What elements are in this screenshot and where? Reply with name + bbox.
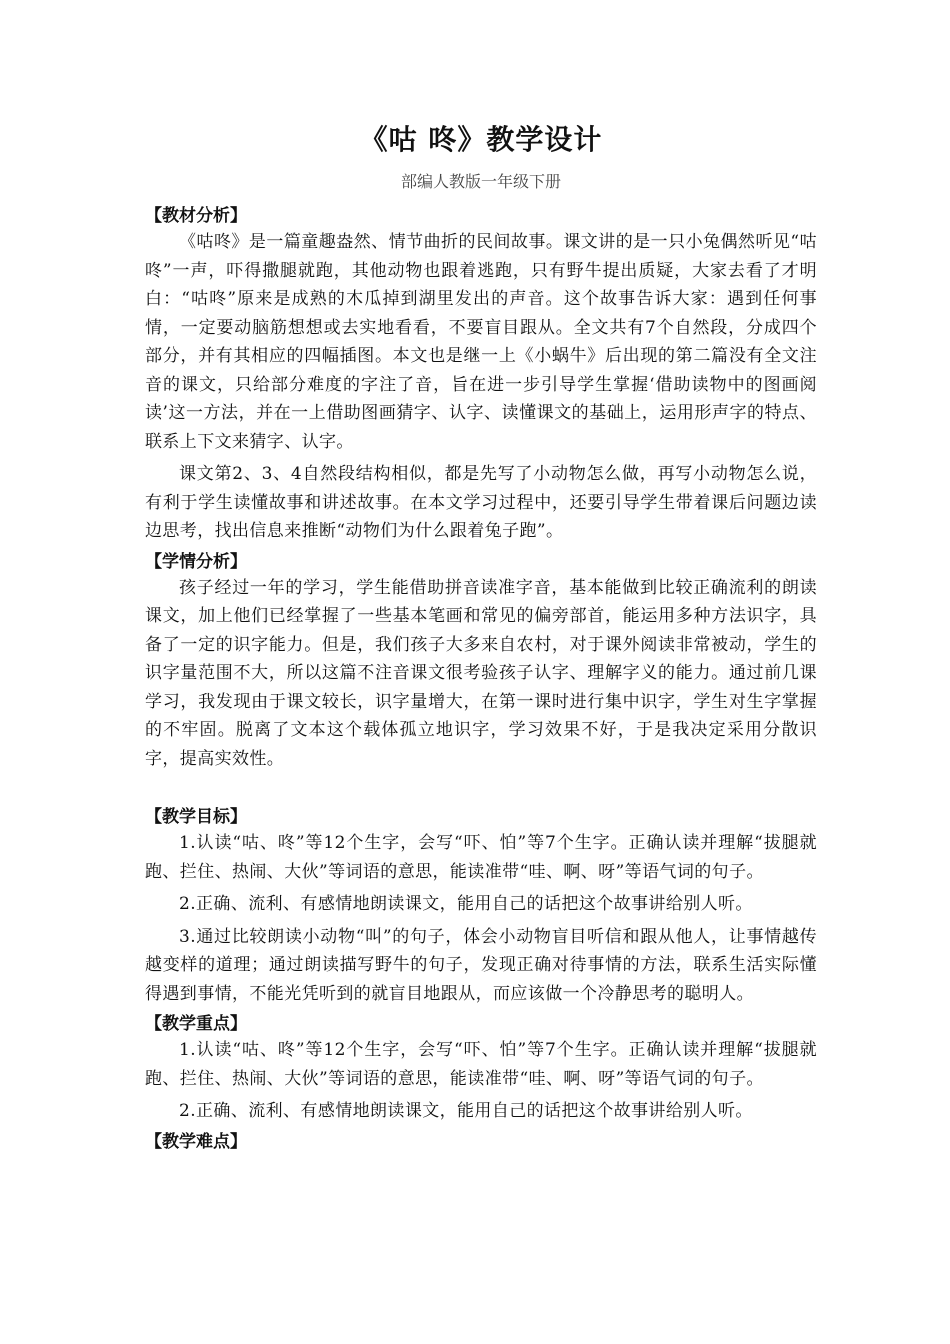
paragraph: 3.通过比较朗读小动物“叫”的句子，体会小动物盲目听信和跟从他人，让事情越传越变样的道理；通过朗读描写野牛的句子，发现正确对待事情的方法，联系生活实际懂得遇到事情，不能光凭听到的就盲目地跟从，而应该做一个冷静思考的聪明人。 <box>145 926 817 1004</box>
section-heading: 【教学重点】 <box>145 1014 247 1034</box>
blank-line <box>145 777 817 805</box>
document-page <box>145 118 817 1154</box>
section-learner-analysis <box>145 550 817 774</box>
document-title: 《咕 咚》教学设计 <box>359 123 603 156</box>
paragraph: 孩子经过一年的学习，学生能借助拼音读准字音，基本能做到比较正确流利的朗读课文，加上他们已经掌握了一些基本笔画和常见的偏旁部首，能运用多种方法识字，具备了一定的识字能力。但是，我们孩子大多来自农村，对于课外阅读非常被动，学生的识字量范围不大，所以这篇不注音课文很考验孩子认字、理解字义的能力。通过前几课学习，我发现由于课文较长，识字量增大，在第一课时进行集中识字，学生对生字掌握的不牢固。脱离了文本这个载体孤立地识字，学习效果不好，于是我决定采用分散识字，提高实效性。 <box>145 577 817 769</box>
section-teaching-difficulties <box>145 1130 817 1154</box>
section-teaching-focus <box>145 1012 817 1126</box>
section-heading: 【学情分析】 <box>145 551 247 572</box>
paragraph: 1.认读“咕、咚”等12个生字，会写“吓、怕”等7个生字。正确认读并理解“拔腿就跑、拦住、热闹、大伙”等词语的意思，能读准带“哇、啊、呀”等语气词的句子。 <box>145 1040 817 1089</box>
document-subtitle: 部编人教版一年级下册 <box>400 172 561 191</box>
section-textbook-analysis <box>145 204 817 546</box>
section-heading: 【教学目标】 <box>145 807 247 827</box>
paragraph: 1.认读“咕、咚”等12个生字，会写“吓、怕”等7个生字。正确认读并理解“拔腿就跑、拦住、热闹、大伙”等词语的意思，能读准带“哇、啊、呀”等语气词的句子。 <box>145 833 817 882</box>
paragraph: 《咕咚》是一篇童趣盎然、情节曲折的民间故事。课文讲的是一只小兔偶然听见“咕咚”一声，吓得撒腿就跑，其他动物也跟着逃跑，只有野牛提出质疑，大家去看了才明白：“咕咚”原来是成熟的木瓜掉到湖里发出的声音。这个故事告诉大家：遇到任何事情，一定要动脑筋想想或去实地看看，不要盲目跟从。全文共有7个自然段，分成四个部分，并有其相应的四幅插图。本文也是继一上《小蜗牛》后出现的第二篇没有全文注音的课文，只给部分难度的字注了音，旨在进一步引导学生掌握‘借助读物中的图画阅读’这一方法，并在一上借助图画猜字、认字、读懂课文的基础上，运用形声字的特点、联系上下文来猜字、认字。 <box>145 232 817 452</box>
paragraph: 2.正确、流利、有感情地朗读课文，能用自己的话把这个故事讲给别人听。 <box>179 1101 753 1121</box>
section-heading: 【教材分析】 <box>145 206 247 226</box>
section-heading: 【教学难点】 <box>145 1131 247 1152</box>
section-teaching-objectives <box>145 805 817 1008</box>
paragraph: 课文第2、3、4自然段结构相似，都是先写了小动物怎么做，再写小动物怎么说，有利于学生读懂故事和讲述故事。在本文学习过程中，还要引导学生带着课后问题边读边思考，找出信息来推断“动物们为什么跟着兔子跑”。 <box>145 464 817 541</box>
paragraph: 2.正确、流利、有感情地朗读课文，能用自己的话把这个故事讲给别人听。 <box>179 894 753 914</box>
